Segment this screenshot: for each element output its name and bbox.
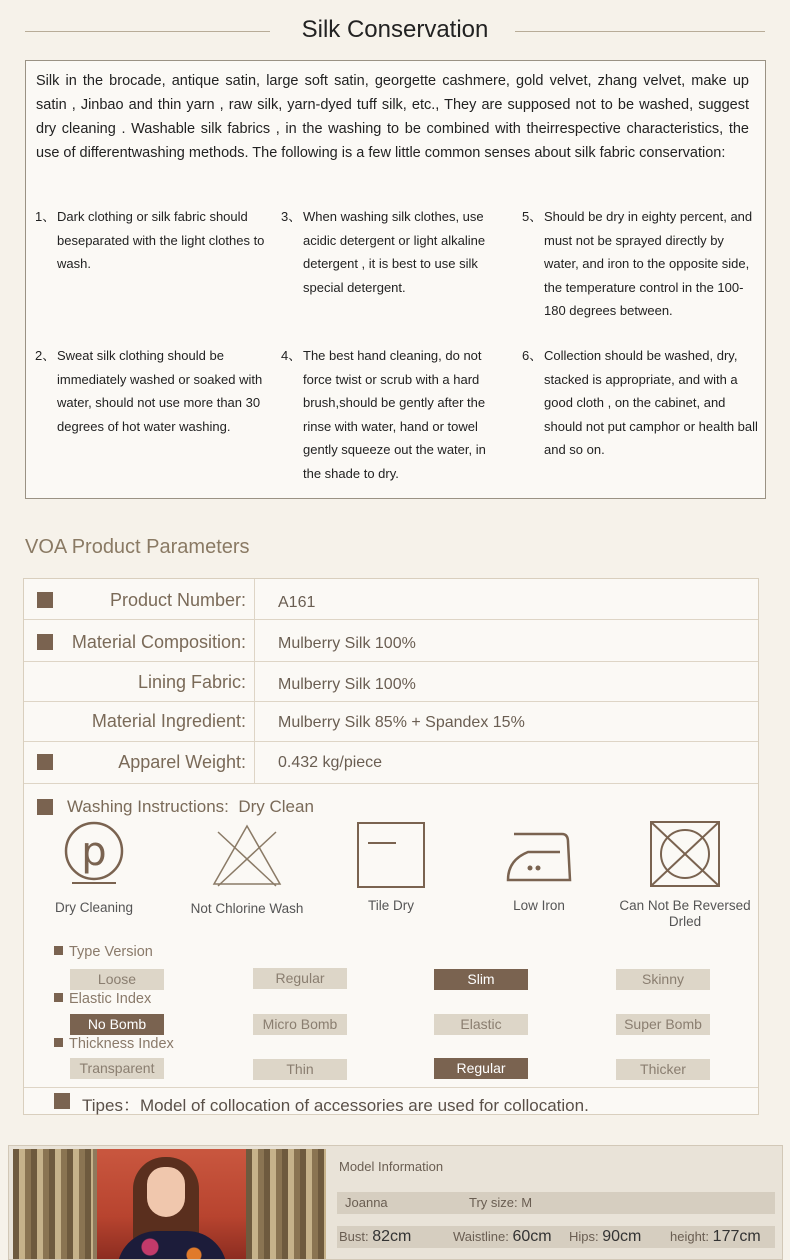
model-face	[147, 1167, 185, 1217]
option-thin: Thin	[253, 1059, 347, 1080]
row-marker	[37, 592, 53, 608]
row-marker	[37, 799, 53, 815]
low-iron-icon	[504, 826, 574, 884]
tip-text: Should be dry in eighty percent, and must not be sprayed directly by water, and iron to the opposite side, the temperature control in the 100-180 degrees between.	[544, 209, 753, 318]
param-label: Material Composition:	[71, 632, 246, 652]
tile-dry-symbol	[356, 821, 426, 913]
option-transparent: Transparent	[70, 1058, 164, 1079]
row-divider	[254, 702, 255, 741]
tips-row	[24, 1087, 758, 1115]
tip-1	[35, 205, 267, 276]
conservation-box	[25, 60, 766, 499]
option-micro-bomb: Micro Bomb	[253, 1014, 347, 1035]
model-photo	[97, 1149, 247, 1260]
elastic-index-label	[54, 991, 151, 1007]
model-try-size: Try size: M	[469, 1195, 533, 1210]
option-slim: Slim	[434, 969, 528, 990]
row-marker	[37, 754, 53, 770]
washing-label	[67, 797, 314, 817]
washing-caption: Tile Dry	[368, 898, 414, 913]
tip-text: Dark clothing or silk fabric should beseparated with the light clothes to wash.	[57, 209, 265, 271]
section-title: Silk Conservation	[301, 16, 489, 43]
no-tumble-dry-symbol	[619, 819, 751, 929]
conservation-intro: Silk in the brocade, antique satin, large soft satin, georgette cashmere, gold velvet, zhang velvet, make up satin , Jinbao and thin yarn , raw silk, yarn-dyed tuff silk, etc., They are supposed not to be washed, suggest dry cleaning . Washable silk fabrics , in the washing to be combined with theirrespective characteristics, the use of differentwashing methods. The following is a few little common senses about silk fabric conservation:	[36, 73, 749, 161]
parameters-title: VOA Product Parameters	[25, 536, 250, 558]
conservation-header	[0, 0, 790, 60]
group-label-text: Type Version	[69, 944, 153, 960]
svg-text:p: p	[81, 829, 107, 875]
option-skinny: Skinny	[616, 969, 710, 990]
tip-4	[281, 344, 506, 485]
param-label: Lining Fabric:	[137, 672, 246, 692]
model-photo-frame	[13, 1149, 326, 1260]
dry-cleaning-symbol	[54, 819, 134, 915]
model-info-title: Model Information	[339, 1159, 444, 1174]
tip-number: 6、	[522, 348, 543, 363]
tip-text: When washing silk clothes, use acidic detergent or light alkaline detergent , it is best to use silk special detergent.	[303, 209, 486, 295]
bullet-marker	[54, 993, 63, 1002]
not-chlorine-wash-symbol	[190, 822, 304, 916]
hips-value: 90cm	[602, 1228, 642, 1245]
no-tumble-dry-icon	[648, 819, 722, 889]
option-regular-thickness: Regular	[434, 1058, 528, 1079]
height-value: 177cm	[712, 1228, 761, 1245]
washing-caption: Dry Cleaning	[54, 900, 134, 915]
option-elastic: Elastic	[434, 1014, 528, 1035]
not-chlorine-wash-icon	[210, 822, 284, 888]
tip-number: 1、	[35, 209, 56, 224]
washing-caption: Low Iron	[513, 898, 565, 913]
model-name-bar	[337, 1192, 775, 1214]
row-divider	[254, 662, 255, 701]
param-row-lining-fabric	[24, 662, 758, 702]
tip-text: Sweat silk clothing should be immediately washed or soaked with water, should not use more than 30 degrees of hot water washing.	[57, 348, 263, 434]
param-row-material-ingredient	[24, 702, 758, 742]
option-super-bomb: Super Bomb	[616, 1014, 710, 1035]
washing-caption: Can Not Be Reversed Drled	[619, 898, 751, 929]
low-iron-symbol	[504, 826, 574, 913]
group-label-text: Thickness Index	[69, 1036, 174, 1052]
bust-value: 82cm	[372, 1228, 412, 1245]
bust-label: Bust:	[339, 1229, 369, 1244]
tip-text: The best hand cleaning, do not force twist or scrub with a hard brush,should be gently after the rinse with water, hand or towel gently squeeze out the water, in the shade to dry.	[303, 348, 486, 481]
thickness-index-label	[54, 1036, 174, 1052]
param-label: Product Number:	[109, 590, 246, 610]
row-divider	[254, 579, 255, 619]
option-loose: Loose	[70, 969, 164, 990]
tile-dry-icon	[356, 821, 426, 889]
washing-value: Dry Clean	[238, 797, 314, 816]
parameters-table	[23, 578, 759, 1115]
height-measure	[670, 1228, 761, 1246]
tip-6	[522, 344, 760, 462]
model-measurements-bar	[337, 1226, 775, 1248]
model-information	[8, 1145, 783, 1260]
row-marker	[54, 1093, 70, 1109]
header-rule-right	[515, 31, 765, 32]
hips-measure	[569, 1228, 641, 1246]
param-value: 0.432 kg/piece	[278, 754, 383, 771]
type-version-label	[54, 944, 153, 960]
param-row-apparel-weight	[24, 742, 758, 784]
frame-ornament-right	[246, 1149, 326, 1260]
bust-measure	[339, 1228, 411, 1246]
param-value: Mulberry Silk 85% + Spandex 15%	[278, 714, 525, 731]
param-value: Mulberry Silk 100%	[278, 635, 416, 652]
param-value: Mulberry Silk 100%	[278, 676, 416, 693]
dry-cleaning-icon	[62, 819, 126, 885]
tip-number: 5、	[522, 209, 543, 224]
tip-text: Collection should be washed, dry, stacked is appropriate, and with a good cloth , on the cabinet, and should not put camphor or health ball and so on.	[544, 348, 758, 457]
model-name: Joanna	[345, 1195, 388, 1210]
param-value: A161	[278, 594, 316, 611]
option-regular: Regular	[253, 968, 347, 989]
washing-label-text: Washing Instructions:	[67, 797, 229, 816]
param-row-material-composition	[24, 620, 758, 662]
height-label: height:	[670, 1229, 710, 1244]
tip-2	[35, 344, 267, 438]
waist-value: 60cm	[512, 1228, 552, 1245]
waist-measure	[453, 1228, 552, 1246]
tip-5	[522, 205, 760, 323]
hips-label: Hips:	[569, 1229, 599, 1244]
waist-label: Waistline:	[453, 1229, 509, 1244]
param-label: Material Ingredient:	[91, 711, 246, 731]
frame-ornament-left	[13, 1149, 93, 1260]
row-marker	[37, 634, 53, 650]
option-no-bomb: No Bomb	[70, 1014, 164, 1035]
bullet-marker	[54, 1038, 63, 1047]
washing-caption: Not Chlorine Wash	[190, 901, 304, 916]
tips-text: Tipes：Model of collocation of accessories are used for collocation.	[82, 1096, 589, 1115]
row-divider	[254, 742, 255, 783]
tip-number: 4、	[281, 348, 302, 363]
option-thicker: Thicker	[616, 1059, 710, 1080]
param-label: Apparel Weight:	[118, 752, 246, 772]
tip-number: 2、	[35, 348, 56, 363]
group-label-text: Elastic Index	[69, 991, 152, 1007]
param-row-product-number	[24, 579, 758, 620]
tip-number: 3、	[281, 209, 302, 224]
row-divider	[254, 620, 255, 661]
bullet-marker	[54, 946, 63, 955]
tip-3	[281, 205, 506, 299]
